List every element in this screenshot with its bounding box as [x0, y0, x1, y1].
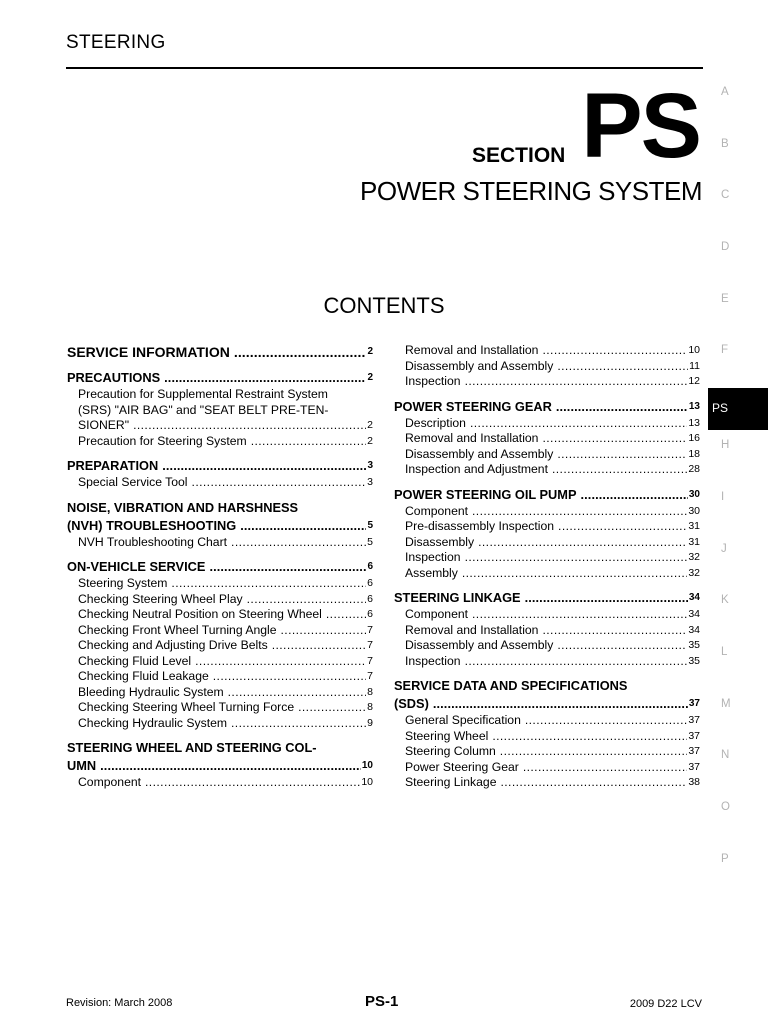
dot-leader [234, 343, 367, 361]
dot-leader [462, 566, 687, 582]
toc-entry-title: Steering Linkage [405, 775, 497, 789]
index-tab[interactable] [708, 185, 742, 237]
toc-page-number: 5 [367, 535, 373, 548]
toc-entry[interactable] [394, 462, 700, 478]
toc-entry-title: Checking Hydraulic System [78, 715, 228, 730]
dot-leader [542, 623, 687, 639]
dot-leader [470, 416, 687, 432]
dot-leader [472, 504, 687, 520]
index-tab-label: F [721, 344, 729, 357]
section-name: POWER STEERING SYSTEM [360, 176, 702, 206]
toc-heading[interactable] [67, 343, 373, 361]
dot-leader [281, 623, 367, 639]
toc-entry[interactable] [67, 535, 373, 551]
dot-leader [247, 592, 367, 608]
toc-entry-title: Disassembly and Assembly [405, 638, 554, 652]
toc-entry-title: Disassembly and Assembly [405, 358, 554, 373]
index-tab[interactable] [708, 134, 742, 186]
toc-entry[interactable] [394, 359, 700, 375]
toc-heading-line[interactable]: STEERING WHEEL AND STEERING COL- [67, 740, 317, 755]
toc-page-number: 7 [367, 639, 373, 651]
dot-leader [478, 535, 687, 551]
dot-leader [272, 638, 366, 654]
index-tab[interactable] [708, 797, 742, 849]
dot-leader [209, 558, 366, 576]
dot-leader [500, 775, 687, 791]
footer-revision: Revision: March 2008 [66, 997, 173, 1009]
toc-heading[interactable] [67, 757, 373, 775]
toc-entry-title: (SDS) [394, 696, 429, 711]
dot-leader [231, 716, 366, 732]
dot-leader [465, 550, 688, 566]
toc-entry[interactable] [67, 654, 373, 670]
toc-entry-title: Inspection [405, 550, 461, 564]
toc-entry[interactable] [394, 607, 700, 623]
toc-entry-title: Disassembly and Assembly [405, 446, 554, 461]
dot-leader [581, 486, 688, 504]
index-tab-label: M [721, 697, 731, 710]
index-tab[interactable] [708, 590, 742, 642]
index-tab[interactable] [708, 694, 742, 746]
dot-leader [231, 535, 366, 551]
index-tab-active[interactable] [708, 388, 768, 430]
toc-page-number: 32 [688, 551, 700, 563]
toc-left-column [67, 343, 373, 791]
toc-entry[interactable] [67, 638, 373, 654]
toc-page-number: 38 [688, 776, 700, 788]
toc-entry[interactable] [67, 576, 373, 592]
toc-entry-line[interactable]: (SRS) "AIR BAG" and "SEAT BELT PRE-TEN- [78, 402, 329, 417]
contents-title: CONTENTS [323, 293, 445, 318]
toc-page-number: 30 [688, 488, 700, 500]
toc-entry[interactable] [394, 729, 700, 745]
toc-entry[interactable] [394, 535, 700, 551]
toc-entry-title: STEERING LINKAGE [394, 590, 521, 605]
index-tab-label: L [721, 645, 728, 658]
toc-entry[interactable] [394, 654, 700, 670]
dot-leader [162, 457, 366, 475]
toc-entry-title: Steering Column [405, 744, 496, 758]
toc-page-number: 12 [688, 375, 700, 387]
toc-entry[interactable] [67, 475, 373, 491]
dot-leader [100, 757, 361, 775]
toc-entry-title: Component [405, 607, 469, 621]
index-tab[interactable] [708, 642, 742, 694]
toc-page-number: 10 [361, 776, 373, 788]
footer-model: 2009 D22 LCV [629, 998, 702, 1010]
toc-page-number: 32 [688, 566, 700, 579]
toc-page-number: 2 [367, 434, 373, 447]
toc-heading[interactable] [67, 457, 373, 475]
toc-heading[interactable] [394, 589, 700, 607]
index-tab-label: E [721, 292, 729, 305]
toc-entry[interactable] [67, 685, 373, 701]
toc-page-number: 31 [688, 535, 700, 548]
toc-page-number: 10 [361, 760, 373, 771]
toc-page-number: 9 [367, 716, 373, 729]
toc-entry-title: PREPARATION [67, 458, 159, 473]
toc-entry[interactable] [67, 775, 373, 791]
toc-entry[interactable] [67, 623, 373, 639]
toc-entry-title: Steering Wheel [405, 728, 489, 743]
dot-leader [542, 343, 687, 359]
dot-leader [326, 607, 366, 623]
toc-entry-title: Steering System [78, 576, 168, 590]
dot-leader [171, 576, 366, 592]
toc-page-number: 34 [688, 623, 700, 636]
index-tab-label: H [721, 439, 730, 452]
toc-heading[interactable] [394, 398, 700, 416]
dot-leader [525, 589, 688, 607]
toc-entry-title: Inspection [405, 374, 461, 388]
index-tab-label: O [721, 800, 730, 813]
dot-leader [192, 475, 367, 491]
index-tab-label: B [721, 137, 729, 150]
toc-entry[interactable] [394, 550, 700, 566]
toc-page-number: 35 [688, 654, 700, 667]
dot-leader [557, 447, 687, 463]
toc-entry[interactable] [67, 669, 373, 685]
toc-entry[interactable] [67, 607, 373, 623]
dot-leader [557, 359, 688, 375]
toc-page-number: 10 [688, 344, 700, 356]
toc-page-number: 6 [367, 592, 373, 605]
index-tab-label: K [721, 594, 729, 607]
dot-leader [558, 519, 687, 535]
toc-page-number: 37 [688, 698, 700, 709]
dot-leader [523, 760, 688, 776]
toc-entry-title: Assembly [405, 565, 458, 580]
index-tab-label: N [721, 749, 730, 762]
toc-entry[interactable] [67, 592, 373, 608]
toc-page-number: 5 [367, 519, 373, 531]
dot-leader [298, 700, 366, 716]
toc-entry-title: Bleeding Hydraulic System [78, 684, 224, 699]
toc-entry[interactable] [394, 374, 700, 390]
toc-page-number: 8 [367, 685, 373, 698]
toc-heading[interactable] [394, 695, 700, 713]
toc-entry[interactable] [394, 638, 700, 654]
toc-heading-line[interactable]: NOISE, VIBRATION AND HARSHNESS [67, 499, 299, 515]
index-tab-label: C [721, 189, 730, 202]
toc-entry-title: Inspection and Adjustment [405, 462, 548, 476]
toc-page-number: 6 [367, 561, 373, 572]
toc-entry-title: POWER STEERING GEAR [394, 398, 552, 414]
toc-entry[interactable] [394, 760, 700, 776]
toc-entry[interactable] [394, 431, 700, 447]
dot-leader [492, 729, 687, 745]
toc-entry-title: Checking Steering Wheel Play [78, 591, 243, 606]
toc-page-number: 2 [367, 419, 373, 431]
toc-entry[interactable] [394, 623, 700, 639]
toc-heading[interactable] [394, 486, 700, 504]
toc-entry-title: NVH Troubleshooting Chart [78, 534, 228, 549]
toc-page-number: 7 [367, 670, 373, 682]
toc-entry[interactable] [394, 566, 700, 582]
toc-heading[interactable] [67, 517, 373, 535]
toc-page-number: 3 [367, 460, 373, 471]
toc-page-number: 13 [688, 416, 700, 429]
toc-heading[interactable] [67, 558, 373, 576]
dot-leader [525, 713, 687, 729]
dot-leader [465, 374, 688, 390]
dot-leader [240, 517, 366, 535]
toc-entry[interactable] [394, 447, 700, 463]
index-tab[interactable] [708, 289, 742, 341]
toc-entry-title: Checking Fluid Leakage [78, 669, 209, 683]
toc-entry-line[interactable]: Precaution for Supplemental Restraint System [78, 387, 328, 401]
toc-entry-title: Component [405, 503, 469, 518]
toc-page-number: 16 [688, 432, 700, 444]
toc-heading[interactable] [67, 369, 373, 387]
toc-entry[interactable] [67, 700, 373, 716]
toc-page-number: 2 [367, 346, 373, 357]
index-tab[interactable] [708, 340, 742, 392]
toc-entry-title: Checking Neutral Position on Steering Wheel [78, 607, 322, 621]
toc-page-number: 37 [688, 729, 700, 742]
toc-entry-title: SERVICE INFORMATION [67, 344, 230, 360]
index-tab[interactable] [708, 487, 742, 539]
toc-page-number: 35 [688, 639, 700, 651]
toc-entry-title: Removal and Installation [405, 431, 539, 445]
toc-entry-title: Checking Fluid Level [78, 653, 192, 668]
toc-entry[interactable] [394, 504, 700, 520]
index-tab[interactable] [708, 539, 742, 591]
toc-page-number: 6 [367, 577, 373, 589]
toc-page-number: 6 [367, 608, 373, 620]
toc-entry[interactable] [67, 434, 373, 450]
header-title: STEERING [66, 32, 166, 53]
index-tab-label: P [721, 852, 729, 865]
toc-entry-title: POWER STEERING OIL PUMP [394, 486, 577, 502]
dot-leader [465, 654, 688, 670]
toc-heading-line[interactable]: SERVICE DATA AND SPECIFICATIONS [394, 678, 628, 693]
index-tab-label: A [721, 86, 729, 98]
toc-entry-title: Checking Steering Wheel Turning Force [78, 700, 295, 714]
toc-entry-title: Precaution for Steering System [78, 433, 247, 448]
section-label: SECTION [472, 144, 566, 167]
index-tab[interactable] [708, 237, 742, 289]
toc-entry-title: (NVH) TROUBLESHOOTING [67, 517, 237, 533]
toc-page-number: 18 [688, 447, 700, 460]
toc-page-number: 11 [689, 359, 700, 372]
dot-leader [195, 654, 366, 670]
toc-entry[interactable] [394, 713, 700, 729]
toc-page-number: 28 [688, 463, 700, 475]
dot-leader [145, 775, 360, 791]
toc-page-number: 37 [688, 760, 700, 773]
dot-leader [164, 369, 366, 387]
dot-leader [213, 669, 366, 685]
index-tab[interactable] [708, 82, 742, 134]
toc-entry-title: Disassembly [405, 534, 475, 549]
toc-page-number: 7 [367, 654, 373, 667]
dot-leader [552, 462, 687, 478]
dot-leader [251, 434, 366, 450]
index-tab-label: PS [712, 401, 729, 416]
section-code: PS [581, 75, 700, 177]
toc-entry-title: Description [405, 415, 466, 430]
toc-page-number: 13 [688, 400, 700, 412]
footer-page-number: PS-1 [365, 993, 399, 1010]
toc-page-number: 37 [688, 745, 700, 757]
index-tab[interactable] [708, 849, 742, 901]
toc-entry-title: Removal and Installation [405, 622, 539, 637]
toc-entry-title: Checking Front Wheel Turning Angle [78, 622, 277, 637]
toc-entry-title: SIONER" [78, 418, 130, 432]
toc-page-number: 34 [688, 592, 700, 603]
header-rule [66, 67, 703, 69]
toc-entry-title: UMN [67, 758, 97, 773]
toc-entry-title: Removal and Installation [405, 343, 539, 357]
index-tab-label: J [721, 542, 727, 555]
dot-leader [542, 431, 687, 447]
index-tab[interactable] [708, 435, 742, 487]
dot-leader [133, 418, 366, 434]
toc-entry-title: Pre-disassembly Inspection [405, 519, 555, 533]
toc-page-number: 2 [367, 372, 373, 383]
toc-entry[interactable] [394, 519, 700, 535]
dot-leader [472, 607, 687, 623]
index-tab-label: D [721, 241, 730, 254]
toc-entry[interactable] [67, 716, 373, 732]
toc-page-number: 7 [367, 623, 373, 636]
toc-page-number: 8 [367, 701, 373, 713]
toc-entry-title: Special Service Tool [78, 475, 188, 489]
dot-leader [500, 744, 688, 760]
dot-leader [433, 695, 688, 713]
toc-entry[interactable] [67, 418, 373, 434]
toc-entry-title: ON-VEHICLE SERVICE [67, 559, 206, 574]
dot-leader [228, 685, 367, 701]
toc-entry[interactable] [394, 416, 700, 432]
toc-entry-title: Component [78, 775, 142, 789]
toc-entry-title: Inspection [405, 653, 461, 668]
toc-right-column [394, 343, 700, 791]
dot-leader [557, 638, 687, 654]
toc-entry[interactable] [394, 343, 700, 359]
toc-entry-title: PRECAUTIONS [67, 370, 161, 385]
toc-entry[interactable] [394, 775, 700, 791]
toc-page-number: 3 [367, 476, 373, 488]
dot-leader [556, 398, 688, 416]
toc-entry-title: Power Steering Gear [405, 759, 519, 774]
toc-page-number: 37 [688, 714, 700, 726]
toc-entry[interactable] [394, 744, 700, 760]
toc-page-number: 34 [688, 608, 700, 620]
toc-entry-title: Checking and Adjusting Drive Belts [78, 638, 268, 652]
section-index-tabs [708, 82, 742, 900]
toc-page-number: 31 [688, 520, 700, 532]
toc-entry-title: General Specification [405, 713, 521, 727]
index-tab[interactable] [708, 745, 742, 797]
toc-page-number: 30 [688, 504, 700, 517]
index-tab-label: I [721, 490, 725, 503]
